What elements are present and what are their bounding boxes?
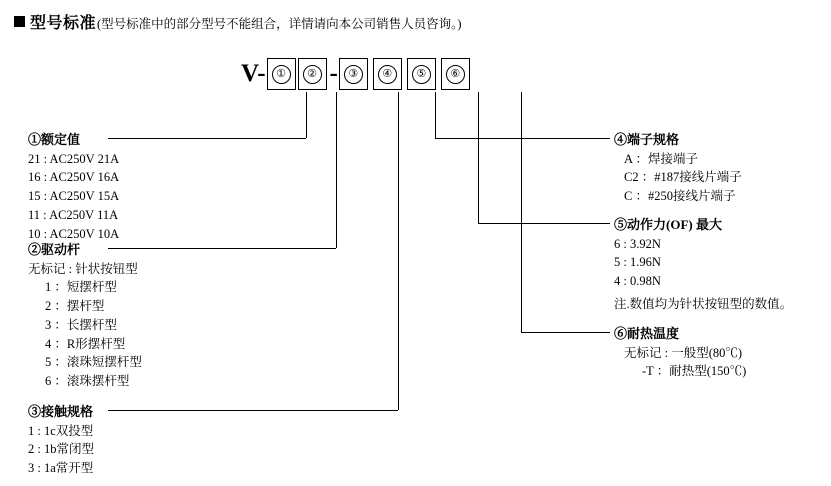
- contact-row: 2 : 1b常闭型: [28, 442, 94, 457]
- leader-line-lever-horizontal: [108, 248, 336, 249]
- heat-row: 无标记 : 一般型(80℃): [624, 345, 743, 360]
- square-bullet-icon: [14, 16, 25, 27]
- section-force-title: ⑤动作力(OF) 最大: [614, 217, 722, 232]
- terminal-row: C ：#250接线片端子: [624, 189, 736, 203]
- leader-line-force-vertical: [478, 92, 479, 223]
- force-row: 6 : 3.92N: [614, 236, 661, 251]
- heat-row: -T ：耐热型(150℃): [642, 364, 747, 379]
- lever-row: 1 ：短摆杆型: [45, 280, 117, 295]
- leader-line-terminal-vertical: [435, 92, 436, 138]
- rated-row: 15 : AC250V 15A: [28, 189, 120, 203]
- circled-number-3: ③: [344, 65, 363, 84]
- circled-number-4: ④: [378, 65, 397, 84]
- force-row: 5 : 1.96N: [614, 255, 661, 270]
- circled-number-6: ⑥: [446, 65, 465, 84]
- terminal-row: C2 ：#187接线片端子: [624, 170, 742, 185]
- leader-line-rated-horizontal: [108, 138, 306, 139]
- code-box-3: [339, 58, 368, 90]
- header: [14, 10, 462, 33]
- page-title: 型号标准: [30, 15, 97, 32]
- leader-line-contact-vertical: [398, 92, 399, 410]
- leader-line-lever-vertical: [336, 92, 337, 248]
- lever-row: 4 ：R形摆杆型: [45, 336, 126, 351]
- code-box-4: [373, 58, 402, 90]
- rated-row: 16 : AC250V 16A: [28, 170, 120, 185]
- leader-line-rated-vertical: [306, 92, 307, 138]
- contact-row: 1 : 1c双投型: [28, 423, 94, 438]
- lever-row: 6 ：滚珠摆杆型: [45, 374, 130, 388]
- leader-line-heat-horizontal: [521, 332, 610, 333]
- leader-line-heat-vertical: [521, 92, 522, 332]
- rated-row: 21 : AC250V 21A: [28, 151, 120, 166]
- force-note: 注.数值均为针状按钮型的数值。: [614, 296, 793, 311]
- section-contact: [28, 402, 94, 478]
- lever-row: 3 ：长摆杆型: [45, 317, 117, 332]
- lever-row: 2 ：摆杆型: [45, 299, 105, 313]
- code-box-6: [441, 58, 470, 90]
- section-lever-title: ②驱动杆: [28, 242, 81, 257]
- code-box-2: [298, 58, 327, 90]
- section-rated-title: ①额定值: [28, 132, 81, 147]
- code-box-5: [407, 58, 436, 90]
- lever-row: 无标记 : 针状按钮型: [28, 261, 138, 276]
- section-terminal: [614, 130, 742, 206]
- code-box-1: [267, 58, 296, 90]
- rated-row: 10 : AC250V 10A: [28, 226, 120, 241]
- section-operating-force: [614, 215, 792, 314]
- section-rated-value: [28, 130, 119, 243]
- leader-line-force-horizontal: [478, 223, 610, 224]
- header-note: (型号标准中的部分型号不能组合，详情请向本公司销售人员咨询。): [97, 17, 462, 31]
- circled-number-2: ②: [303, 65, 322, 84]
- circled-number-5: ⑤: [412, 65, 431, 84]
- code-dash: -: [329, 60, 338, 87]
- terminal-row: A ：焊接端子: [624, 151, 698, 166]
- section-terminal-title: ④端子规格: [614, 132, 680, 147]
- section-lever: [28, 240, 142, 391]
- section-heat-resistance: [614, 324, 746, 381]
- code-prefix: V-: [241, 60, 266, 87]
- circled-number-1: ①: [272, 65, 291, 84]
- section-contact-title: ③接触规格: [28, 404, 94, 419]
- lever-row: 5 ：滚珠短摆杆型: [45, 355, 142, 370]
- rated-row: 11 : AC250V 11A: [28, 207, 119, 222]
- section-heat-title: ⑥耐热温度: [614, 326, 680, 341]
- model-code-row: [241, 57, 472, 91]
- leader-line-contact-horizontal: [108, 410, 398, 411]
- force-row: 4 : 0.98N: [614, 274, 661, 288]
- contact-row: 3 : 1a常开型: [28, 461, 94, 475]
- leader-line-terminal-horizontal: [435, 138, 610, 139]
